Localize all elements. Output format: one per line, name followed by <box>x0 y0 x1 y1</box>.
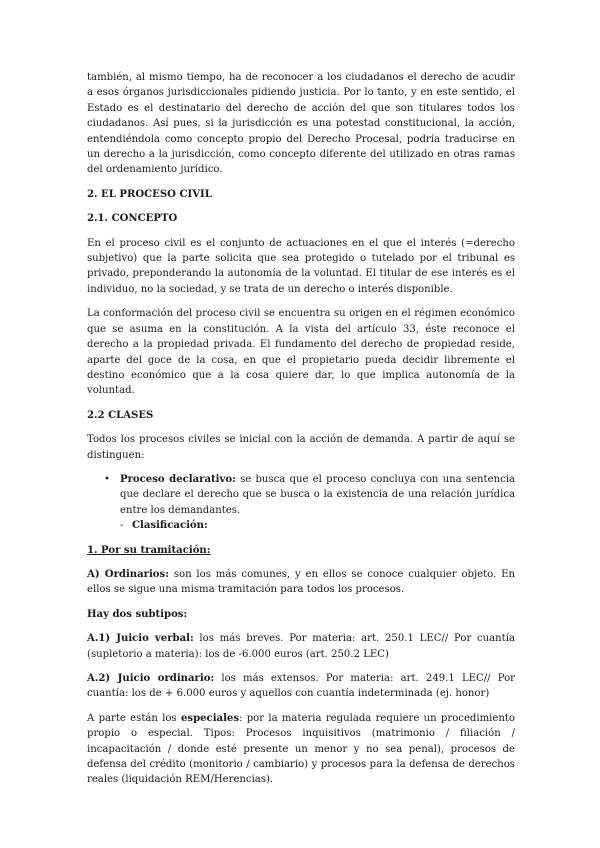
juicio-ordinario-text: los más extensos. Por materia: art. 249.1 LEC// Por cuantía: los de + 6.000 euros y aquellos con cuantía indeterminada (ej. honor) <box>87 673 515 700</box>
especiales-pre: A parte están los <box>87 712 181 724</box>
juicio-verbal-label: A.1) Juicio verbal: <box>87 633 194 645</box>
juicio-ordinario-paragraph <box>87 671 515 702</box>
intro-paragraph: también, al mismo tiempo, ha de reconocer a los ciudadanos el derecho de acudir a esos órganos jurisdiccionales pidiendo justicia. Por lo tanto, y en este sentido, el Estado es el destinatario del derecho de acción del que son titulares todos los ciudadanos. Así pues, si la jurisdicción es una potestad constitucional, la acción, entendiéndola como concepto propio del Derecho Procesal, podría traducirse en un derecho a la jurisdicción, como concepto diferente del utilizado en otras ramas del ordenamiento jurídico. <box>87 72 515 176</box>
especiales-paragraph <box>87 711 515 788</box>
ordinarios-text: son los más comunes, y en ellos se conoce cualquier objeto. En ellos se sigue una misma tramitación para todos los procesos. <box>87 568 515 596</box>
dash-marker: - <box>120 520 124 532</box>
bullet-marker: • <box>104 473 110 485</box>
section-heading-proceso-civil: 2. EL PROCESO CIVIL <box>87 188 212 200</box>
bullet-bold-label: Proceso declarativo: <box>120 473 236 485</box>
juicio-verbal-text: los más breves. Por materia: art. 250.1 LEC// Por cuantía (supletorio a materia): los de -6.000 euros (art. 250.2 LEC) <box>87 633 515 660</box>
section-heading-clases: 2.2 CLASES <box>87 409 154 421</box>
concepto-paragraph-1: En el proceso civil es el conjunto de actuaciones en el que el interés (=derecho subjetivo) que la parte solicita que sea protegido o tutelado por el tribunal es privado, preponderando la autonomía de la voluntad. El titular de ese interés es el individuo, no la sociedad, y se trata de un derecho o interés disponible. <box>87 237 515 295</box>
clases-paragraph: Todos los procesos civiles se inicial con la acción de demanda. A partir de aquí se distinguen: <box>87 434 515 461</box>
especiales-label: especiales <box>180 712 240 724</box>
ordinarios-paragraph <box>87 567 515 598</box>
juicio-ordinario-label: A.2) Juicio ordinario: <box>87 673 215 684</box>
bullet-text: se busca que el proceso concluya con una sentencia que declare el derecho que se busca o la existencia de una relación jurídica entre los demandantes. <box>120 473 515 516</box>
section-heading-concepto: 2.1. CONCEPTO <box>87 213 178 225</box>
list-item <box>87 472 515 518</box>
document-page <box>87 70 515 797</box>
subsection-heading-tramitacion: 1. Por su tramitación: <box>87 544 211 556</box>
juicio-verbal-paragraph <box>87 631 515 662</box>
subtipos-heading: Hay dos subtipos: <box>87 608 188 620</box>
bullet-list <box>87 472 515 518</box>
dash-text: Clasificación: <box>132 520 208 532</box>
concepto-paragraph-2: La conformación del proceso civil se encuentra su origen en el régimen económico que se asuma en la constitución. A la vista del artículo 33, éste reconoce el derecho a la propiedad privada. El fundamento del derecho de propiedad reside, aparte del goce de la cosa, en que el propietario pueda decidir libremente el destino económico que a la cosa quiere dar, lo que implica autonomía de la voluntad. <box>87 308 515 397</box>
dash-item <box>87 518 515 533</box>
ordinarios-label: A) Ordinarios: <box>87 568 169 580</box>
especiales-text: : por la materia regulada requiere un procedimiento propio o especial. Tipos: Procesos inquisitivos (matrimonio / filiación / incapacitación / donde esté presente un menor y no sea penal), procesos de defensa del crédito (monitorio / cambiario) y procesos para la defensa de derechos reales (liquidación REM/Herencias). <box>87 712 516 786</box>
